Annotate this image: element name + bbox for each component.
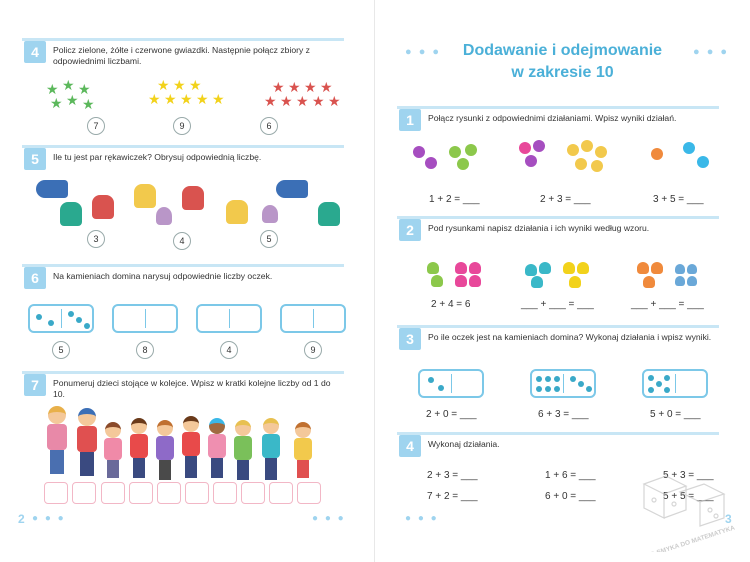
task-bar: [22, 145, 344, 148]
number-box[interactable]: [72, 482, 96, 504]
number-box[interactable]: [129, 482, 153, 504]
glove-icon: [276, 180, 308, 198]
page-subtitle: w zakresie 10: [511, 64, 614, 81]
domino: [642, 369, 708, 398]
equation: 5 + 5 = ___: [663, 491, 714, 502]
glove-icon: [92, 195, 114, 219]
glove-icon: [60, 202, 82, 226]
number-box[interactable]: [185, 482, 209, 504]
equation: 2 + 3 = ___: [427, 470, 478, 481]
task-instruction: Ile tu jest par rękawiczek? Obrysuj odpowiednią liczbę.: [53, 152, 262, 162]
number-box[interactable]: [269, 482, 293, 504]
glove-icon: [318, 202, 340, 226]
number-box[interactable]: [157, 482, 181, 504]
number-box[interactable]: [213, 482, 237, 504]
answer-circle[interactable]: 3: [87, 230, 105, 248]
answer-circle[interactable]: 6: [260, 117, 278, 135]
answer-circle: 5: [52, 341, 70, 359]
task-number: 1: [399, 109, 421, 131]
task-instruction: Policz zielone, żółte i czerwone gwiazdki. Następnie połącz zbiory z odpowiednimi liczbami.: [53, 45, 310, 66]
domino-empty[interactable]: [280, 304, 346, 333]
number-box[interactable]: [241, 482, 265, 504]
task-instruction: Pod rysunkami napisz działania i ich wyniki według wzoru.: [428, 223, 650, 233]
domino-empty[interactable]: [112, 304, 178, 333]
glove-icon: [226, 200, 248, 224]
answer-circle[interactable]: 4: [173, 232, 191, 250]
domino: [28, 304, 94, 333]
task-number: 6: [24, 267, 46, 289]
task-bar: [22, 371, 344, 374]
equation: 6 + 0 = ___: [545, 491, 596, 502]
answer-circle[interactable]: 9: [173, 117, 191, 135]
task-instruction: Na kamieniach domina narysuj odpowiednie liczby oczek.: [53, 271, 273, 281]
task-instruction: Po ile oczek jest na kamieniach domina? Wykonaj działania i wpisz wyniki.: [428, 332, 712, 342]
task-bar: [397, 216, 719, 219]
equation: 5 + 0 = ___: [650, 409, 701, 420]
page-number: 3: [725, 512, 732, 526]
equation: 2 + 3 = ___: [540, 194, 591, 205]
equation: 7 + 2 = ___: [427, 491, 478, 502]
answer-circle[interactable]: 5: [260, 230, 278, 248]
number-box[interactable]: [297, 482, 321, 504]
right-page: [375, 0, 750, 562]
watermark-dice-logo: [634, 462, 744, 552]
task-bar: [397, 106, 719, 109]
number-box[interactable]: [44, 482, 68, 504]
equation: 5 + 3 = ___: [663, 470, 714, 481]
task-number: 7: [24, 374, 46, 396]
page-title: Dodawanie i odejmowanie: [462, 42, 663, 59]
domino: [418, 369, 484, 398]
decorative-dots: ● ● ●: [693, 46, 730, 58]
answer-circle: 4: [220, 341, 238, 359]
equation: 2 + 4 = 6: [431, 299, 471, 310]
equation: 3 + 5 = ___: [653, 194, 704, 205]
task-instruction: Ponumeruj dzieci stojące w kolejce. Wpisz w kratki kolejne liczby od 1 do 10.: [53, 378, 331, 399]
answer-circle: 8: [136, 341, 154, 359]
domino-empty[interactable]: [196, 304, 262, 333]
equation: 6 + 3 = ___: [538, 409, 589, 420]
watermark-text: OD SMYKA DO MATEMATYKA: [644, 524, 736, 552]
domino: [530, 369, 596, 398]
task-bar: [22, 38, 344, 41]
task-bar: [397, 325, 719, 328]
task-number: 5: [24, 148, 46, 170]
equation: ___ + ___ = ___: [631, 299, 704, 310]
equation: 2 + 0 = ___: [426, 409, 477, 420]
glove-icon: [36, 180, 68, 198]
decorative-dots: ● ● ●: [405, 513, 439, 524]
task-number: 4: [399, 435, 421, 457]
equation: 1 + 2 = ___: [429, 194, 480, 205]
answer-circle[interactable]: 7: [87, 117, 105, 135]
glove-icon: [134, 184, 156, 208]
task-number: 4: [24, 41, 46, 63]
page-number: 2: [18, 512, 25, 526]
decorative-dots: ● ● ●: [32, 513, 66, 524]
task-number: 2: [399, 219, 421, 241]
number-box[interactable]: [101, 482, 125, 504]
decorative-dots: ● ● ●: [312, 513, 346, 524]
glove-icon: [182, 186, 204, 210]
mitten-icon: [262, 205, 278, 223]
equation: ___ + ___ = ___: [521, 299, 594, 310]
decorative-dots: ● ● ●: [405, 46, 442, 58]
task-bar: [397, 432, 719, 435]
equation: 1 + 6 = ___: [545, 470, 596, 481]
mitten-icon: [156, 207, 172, 225]
task-instruction: Wykonaj działania.: [428, 439, 500, 449]
left-page: 4 Policz zielone, żółte i czerwone gwiazdki. Następnie połącz zbiory z odpowiednimi liczbami. ★ ★ ★ ★ ★ ★ ★ ★ ★ ★ ★ ★ ★ ★ ★ ★ ★ ★ ★ ★ ★ ★ ★ 7 9 6 5 Ile tu jest par rękawiczek? Obrysuj odpowiednią liczbę. 3 4 5 6 Na kamieniach domina narysuj odpowiednie liczby oczek. 5 8 4 9 7 Ponumeruj dzieci stojące w kolejce. Wpisz w kratki kolejne liczby od 1 do 10. 2 ● ● ● ● ● ●: [0, 0, 375, 562]
answer-circle: 9: [304, 341, 322, 359]
task-bar: [22, 264, 344, 267]
task-instruction: Połącz rysunki z odpowiednimi działaniami. Wpisz wyniki działań.: [428, 113, 677, 123]
task-number: 3: [399, 328, 421, 350]
